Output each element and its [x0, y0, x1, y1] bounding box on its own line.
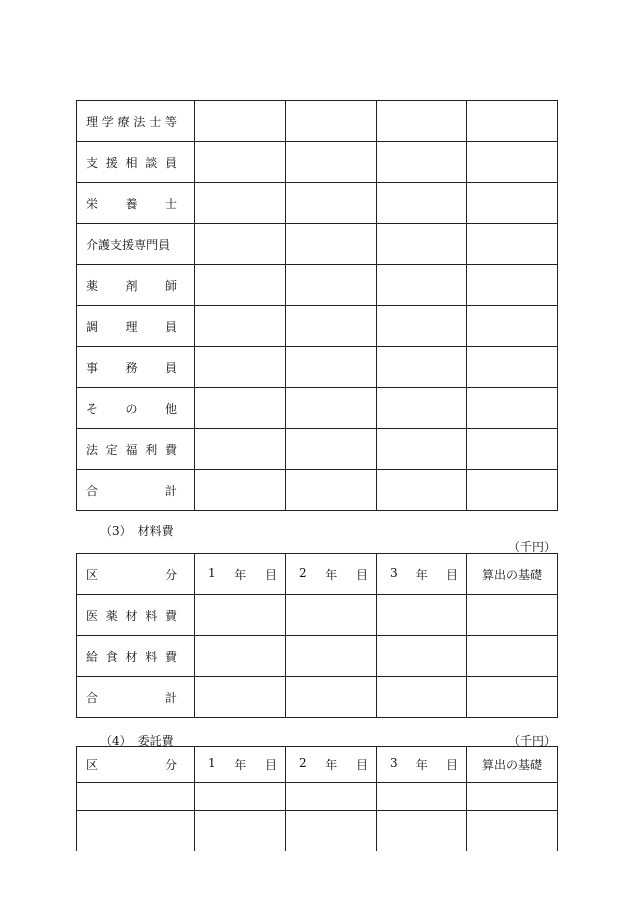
header-label: 3 年 目 — [390, 565, 458, 582]
year2-cell[interactable] — [286, 636, 377, 677]
row-label-cell — [77, 306, 195, 347]
header-label: 算出の基礎 — [481, 758, 542, 772]
row-label: 介 護 支 援 専 門 員 — [86, 237, 171, 252]
unit-label: （千円） — [508, 540, 557, 554]
year2-cell[interactable] — [286, 677, 377, 718]
header-basis — [467, 747, 558, 783]
section-heading-outsourcing: （4） 委託費 — [100, 734, 174, 748]
row-label: 理 学 療 法 士 等 — [86, 114, 177, 129]
basis-cell[interactable] — [467, 101, 558, 142]
basis-cell[interactable] — [467, 677, 558, 718]
row-label: 栄 養 士 — [86, 196, 177, 211]
header-label: 1 年 目 — [208, 565, 277, 582]
table-row — [77, 265, 558, 306]
year2-cell[interactable] — [286, 388, 377, 429]
row-label-cell — [77, 595, 195, 636]
table-header-row — [77, 747, 558, 783]
header-year1 — [195, 747, 286, 783]
basis-cell[interactable] — [467, 306, 558, 347]
year2-cell[interactable] — [286, 595, 377, 636]
table-row-total — [77, 470, 558, 511]
year2-cell[interactable] — [286, 470, 377, 511]
year1-cell[interactable] — [195, 429, 286, 470]
table-row-total — [77, 677, 558, 718]
row-label: 法 定 福 利 費 — [86, 442, 177, 457]
header-label: 1 年 目 — [208, 756, 277, 772]
year3-cell[interactable] — [377, 265, 467, 306]
row-label-cell — [77, 142, 195, 183]
year1-cell[interactable] — [195, 636, 286, 677]
year1-cell[interactable] — [195, 101, 286, 142]
row-label: 薬 剤 師 — [86, 278, 177, 293]
year3-cell[interactable] — [377, 142, 467, 183]
basis-cell[interactable] — [467, 783, 558, 811]
section-heading-materials: （3） 材料費 — [100, 524, 174, 538]
header-basis — [467, 554, 558, 595]
table-row — [77, 388, 558, 429]
year1-cell[interactable] — [195, 183, 286, 224]
year2-cell[interactable] — [286, 347, 377, 388]
table-row — [77, 636, 558, 677]
basis-cell[interactable] — [467, 265, 558, 306]
year1-cell[interactable] — [195, 224, 286, 265]
header-year3 — [377, 554, 467, 595]
header-year3 — [377, 747, 467, 783]
basis-cell[interactable] — [467, 429, 558, 470]
header-label: 2 年 目 — [299, 756, 368, 772]
header-label: 2 年 目 — [299, 565, 368, 582]
year1-cell[interactable] — [195, 142, 286, 183]
year2-cell[interactable] — [286, 142, 377, 183]
year3-cell[interactable] — [377, 811, 467, 851]
table-header-row — [77, 554, 558, 595]
row-label-cell — [77, 470, 195, 511]
header-label: 区 分 — [86, 758, 177, 772]
year1-cell[interactable] — [195, 783, 286, 811]
year1-cell[interactable] — [195, 347, 286, 388]
year3-cell[interactable] — [377, 636, 467, 677]
row-label: 合 計 — [86, 690, 177, 705]
row-label-cell — [77, 183, 195, 224]
year1-cell[interactable] — [195, 470, 286, 511]
year1-cell[interactable] — [195, 595, 286, 636]
year2-cell[interactable] — [286, 224, 377, 265]
basis-cell[interactable] — [467, 142, 558, 183]
year2-cell[interactable] — [286, 811, 377, 851]
row-label: 調 理 員 — [86, 319, 177, 334]
header-year2 — [286, 554, 377, 595]
year1-cell[interactable] — [195, 306, 286, 347]
year2-cell[interactable] — [286, 265, 377, 306]
row-label-cell — [77, 101, 195, 142]
table-row — [77, 224, 558, 265]
row-label-cell — [77, 347, 195, 388]
header-label: 算出の基礎 — [481, 567, 542, 582]
material-cost-table — [76, 553, 558, 718]
header-year1 — [195, 554, 286, 595]
year1-cell[interactable] — [195, 677, 286, 718]
basis-cell[interactable] — [467, 636, 558, 677]
table-row — [77, 429, 558, 470]
table-row — [77, 142, 558, 183]
row-label: そ の 他 — [86, 401, 177, 416]
year3-cell[interactable] — [377, 306, 467, 347]
basis-cell[interactable] — [467, 595, 558, 636]
table-row — [77, 306, 558, 347]
row-label-cell — [77, 677, 195, 718]
basis-cell[interactable] — [467, 224, 558, 265]
row-label-cell[interactable] — [77, 783, 195, 811]
basis-cell[interactable] — [467, 388, 558, 429]
unit-label: （千円） — [508, 734, 557, 748]
year2-cell[interactable] — [286, 183, 377, 224]
year1-cell[interactable] — [195, 265, 286, 306]
year1-cell[interactable] — [195, 388, 286, 429]
row-label: 給 食 材 料 費 — [86, 649, 177, 664]
header-category — [77, 747, 195, 783]
year3-cell[interactable] — [377, 783, 467, 811]
basis-cell[interactable] — [467, 811, 558, 851]
header-label: 3 年 目 — [390, 756, 458, 772]
year1-cell[interactable] — [195, 811, 286, 851]
table-row — [77, 783, 558, 811]
year3-cell[interactable] — [377, 677, 467, 718]
year2-cell[interactable] — [286, 429, 377, 470]
year2-cell[interactable] — [286, 783, 377, 811]
header-label: 区 分 — [86, 567, 177, 582]
year3-cell[interactable] — [377, 470, 467, 511]
table-row — [77, 101, 558, 142]
year3-cell[interactable] — [377, 595, 467, 636]
row-label: 支 援 相 談 員 — [86, 155, 177, 170]
table-row — [77, 347, 558, 388]
basis-cell[interactable] — [467, 183, 558, 224]
row-label-cell — [77, 388, 195, 429]
basis-cell[interactable] — [467, 470, 558, 511]
header-category — [77, 554, 195, 595]
year3-cell[interactable] — [377, 347, 467, 388]
year3-cell[interactable] — [377, 101, 467, 142]
table-row — [77, 183, 558, 224]
personnel-cost-table — [76, 100, 558, 511]
row-label: 事 務 員 — [86, 360, 177, 375]
row-label-cell — [77, 429, 195, 470]
table-row — [77, 595, 558, 636]
year3-cell[interactable] — [377, 388, 467, 429]
row-label-cell — [77, 636, 195, 677]
header-year2 — [286, 747, 377, 783]
year3-cell[interactable] — [377, 183, 467, 224]
row-label-cell — [77, 265, 195, 306]
table-row — [77, 811, 558, 851]
year2-cell[interactable] — [286, 101, 377, 142]
row-label: 医 薬 材 料 費 — [86, 608, 177, 623]
year3-cell[interactable] — [377, 429, 467, 470]
outsourcing-cost-table — [76, 746, 558, 851]
row-label-cell[interactable] — [77, 811, 195, 851]
row-label: 合 計 — [86, 483, 177, 498]
basis-cell[interactable] — [467, 347, 558, 388]
year3-cell[interactable] — [377, 224, 467, 265]
row-label-cell — [77, 224, 195, 265]
year2-cell[interactable] — [286, 306, 377, 347]
